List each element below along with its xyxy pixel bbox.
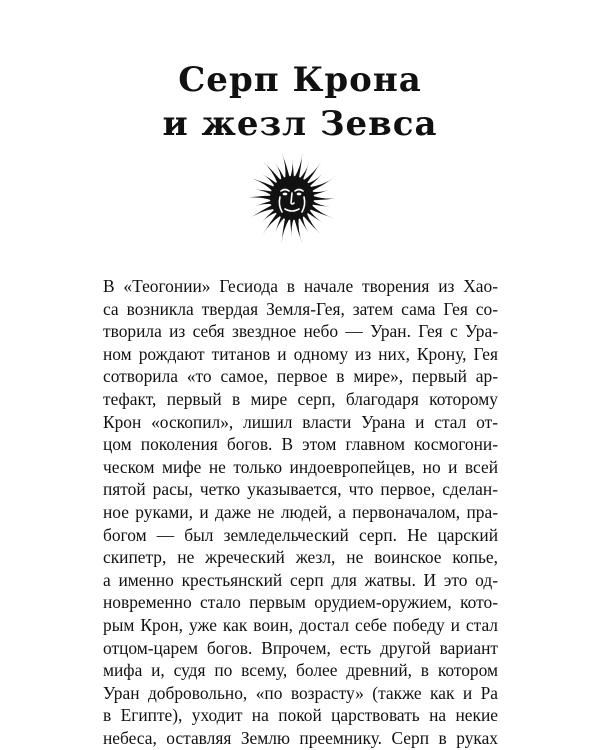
body-text-line: а именно крестьянский серп для жатвы. И это од- bbox=[103, 569, 498, 590]
body-text-line: скипетр, не жреческий жезл, не воинское копье, bbox=[103, 547, 498, 568]
chapter-title-line-2: и жезл Зевса bbox=[162, 104, 438, 144]
body-text-line: рым Крон, уже как воин, достал себе победу и стал bbox=[103, 614, 498, 635]
chapter-title-line-1: Серп Крона bbox=[178, 60, 422, 100]
body-text-line: небеса, оставляя Землю преемнику. Серп в руках bbox=[103, 727, 498, 748]
body-text-line: ном рождают титанов и одному из них, Крону, Гея bbox=[103, 343, 498, 364]
body-text-line: В «Теогонии» Гесиода в начале творения из Хао- bbox=[103, 276, 498, 296]
body-text-line: богом — был земледельческий серп. Не царский bbox=[103, 524, 498, 545]
body-text-line: мифа и, судя по всему, более древний, в котором bbox=[103, 660, 498, 681]
body-text-line: тефакт, первый в мире серп, благодаря которому bbox=[103, 388, 498, 409]
body-text-line: Крон «оскопил», лишил власти Урана и стал от- bbox=[103, 411, 498, 432]
body-text-line: сотворила «то самое, первое в мире», первый ар- bbox=[103, 366, 498, 387]
body-text-line: новременно стало первым орудием-оружием, кото- bbox=[103, 592, 498, 613]
body-text-line: цом поколения богов. В этом главном космогони- bbox=[103, 434, 498, 455]
body-paragraph bbox=[103, 275, 498, 749]
body-text-line: Уран добровольно, «по возрасту» (также как и Ра bbox=[103, 682, 498, 703]
chapter-title bbox=[0, 58, 600, 146]
body-text-line: отцом-царем богов. Впрочем, есть другой вариант bbox=[103, 637, 498, 658]
sun-face-icon bbox=[244, 150, 340, 246]
body-text-line: пятой расы, четко указывается, что первое, сделан- bbox=[103, 479, 498, 500]
body-text-line: ческом мифе не только индоевропейцев, но и всей bbox=[103, 456, 498, 477]
body-text-line: в Египте), уходит на покой царствовать на некие bbox=[103, 705, 498, 726]
body-text-line: ное руками, и даже не людей, а первоначалом, пра- bbox=[103, 501, 498, 522]
body-text-line: са возникла твердая Земля-Гея, затем сама Гея со- bbox=[103, 298, 498, 319]
body-text-line: творила из себя звездное небо — Уран. Гея с Ура- bbox=[103, 321, 498, 342]
